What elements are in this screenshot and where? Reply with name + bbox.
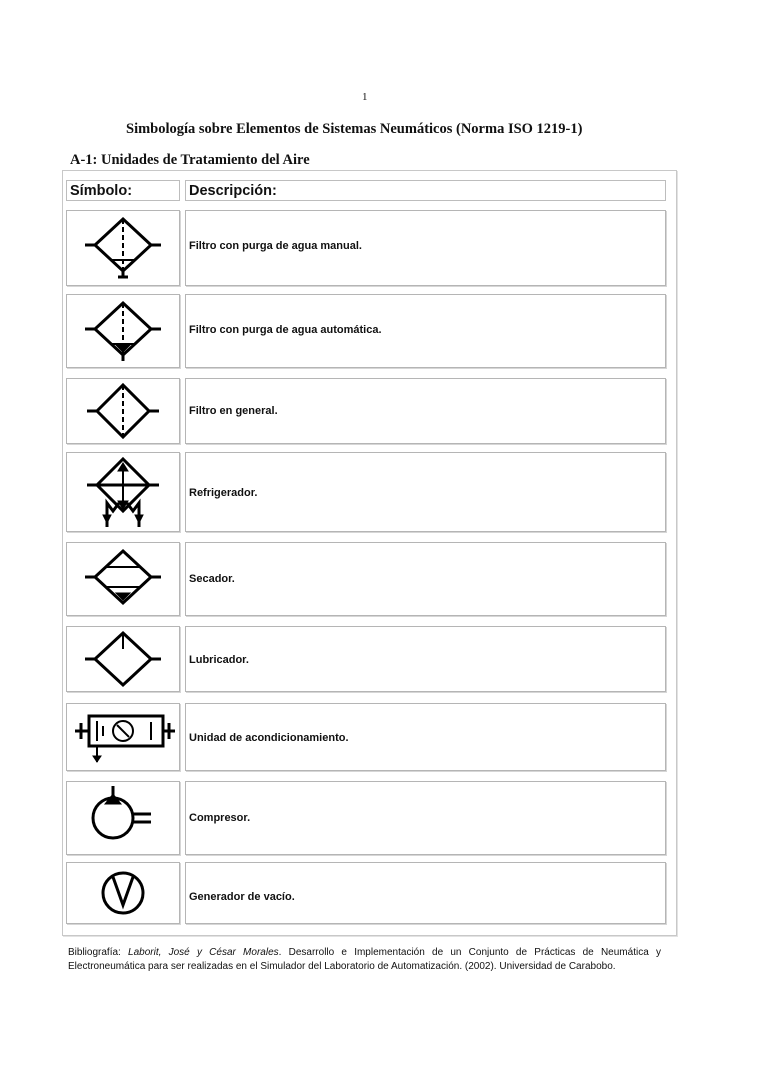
symbol-column-header: Símbolo: [66,180,180,201]
lubricator-icon [67,627,181,693]
description-text: Generador de vacío. [189,891,295,903]
description-text: Lubricador. [189,654,249,666]
table-row-description [185,862,666,924]
bibliography [68,946,661,974]
table-row-description [185,210,666,286]
table-row-symbol [66,210,180,286]
table-row-symbol [66,294,180,368]
table-row-symbol [66,781,180,855]
bibliography-text: . Desarrollo e Implementación de un Conjunto de Prácticas de Neumática y Electroneumática para ser realizadas en el Simulador del Laboratorio de Automatización. (2002). Universidad de Carabobo. [68,947,661,972]
description-text: Filtro con purga de agua automática. [189,324,382,336]
table-row-description [185,626,666,692]
table-row-description [185,703,666,771]
table-row-description [185,294,666,368]
table-row-description [185,452,666,532]
description-text: Refrigerador. [189,487,258,499]
table-row-symbol [66,452,180,532]
table-row-description [185,378,666,444]
table-row-description [185,781,666,855]
section-title: A-1: Unidades de Tratamiento del Aire [70,152,310,168]
filter-automatic-drain-icon [67,295,181,369]
description-text: Filtro en general. [189,405,278,417]
cooler-icon [67,453,181,533]
bibliography-authors: Laborit, José y César Morales [128,947,279,958]
table-row-description [185,542,666,616]
dryer-icon [67,543,181,617]
table-row-symbol [66,862,180,924]
table-row-symbol [66,542,180,616]
description-text: Filtro con purga de agua manual. [189,240,362,252]
description-text: Compresor. [189,812,251,824]
table-row-symbol [66,626,180,692]
filter-general-icon [67,379,181,445]
compressor-icon [67,782,181,856]
conditioning-unit-icon [67,704,181,772]
filter-manual-drain-icon [67,211,181,287]
table-row-symbol [66,703,180,771]
description-text: Secador. [189,573,235,585]
description-text: Unidad de acondicionamiento. [189,732,349,744]
page-number: 1 [362,91,368,103]
description-column-header: Descripción: [185,180,666,201]
vacuum-generator-icon [67,863,181,925]
table-row-symbol [66,378,180,444]
document-title: Simbología sobre Elementos de Sistemas Neumáticos (Norma ISO 1219-1) [126,121,583,137]
bibliography-label: Bibliografía: [68,947,121,958]
